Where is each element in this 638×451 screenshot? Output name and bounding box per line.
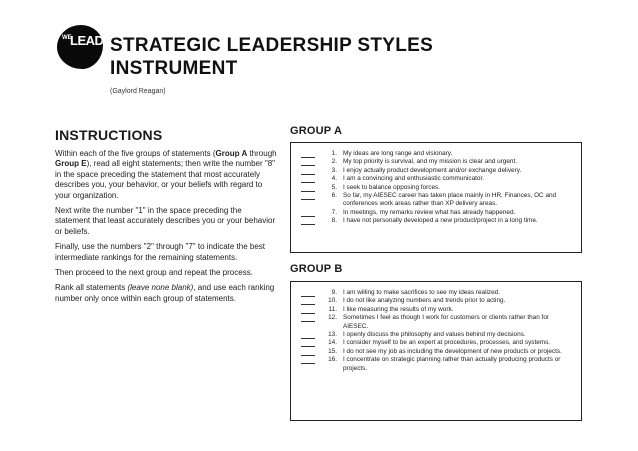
statement-item [301, 331, 573, 339]
statement-number: 5. [331, 183, 337, 191]
ranking-blank[interactable] [301, 184, 315, 192]
statement-item [301, 150, 573, 158]
statement-text: Sometimes I feel as though I work for customers or clients rather than for AIESEC. [343, 314, 550, 330]
logo-text: LEAD [70, 33, 103, 48]
statement-text: My top priority is survival, and my mission is clear and urgent. [343, 158, 518, 166]
logo-prefix: WE [62, 35, 72, 41]
statement-item [301, 209, 573, 217]
page-title [110, 34, 433, 80]
statement-number: 13. [328, 331, 337, 339]
statement-text: I do not see my job as including the development of new products or projects. [343, 347, 562, 355]
statement-number: 4. [331, 175, 337, 183]
statement-number: 2. [331, 158, 337, 166]
title-line-2: INSTRUMENT [110, 58, 238, 79]
statement-item [301, 184, 573, 192]
statement-text: I consider myself to be an expert at procedures, processes, and systems. [343, 339, 551, 347]
statement-text: I like measuring the results of my work. [343, 305, 454, 313]
instructions-paragraph-1: Within each of the five groups of statements (Group A through Group E), read all eight statements; then write the number "8" in the space preceding the statement that most accurately describes you, your behavior, or your beliefs with regard to your organization. [55, 149, 277, 200]
group-a-box [290, 142, 582, 253]
title-line-1: STRATEGIC LEADERSHIP STYLES [110, 35, 434, 56]
group-a-list [291, 143, 581, 226]
statement-number: 16. [328, 356, 337, 364]
ranking-blank[interactable] [301, 209, 315, 217]
instructions-heading: INSTRUCTIONS [55, 127, 163, 143]
statement-item [301, 167, 573, 175]
statement-number: 15. [328, 347, 337, 355]
ranking-blank[interactable] [301, 339, 315, 347]
statement-number: 7. [331, 208, 337, 216]
group-a-heading: GROUP A [290, 125, 343, 137]
instructions-paragraph-3: Finally, use the numbers "2" through "7" to indicate the best intermediate rankings for the remaining statements. [55, 242, 265, 262]
statement-item [301, 217, 573, 225]
group-b-box [290, 281, 582, 421]
instructions-paragraph-5: Rank all statements (leave none blank), and use each ranking number only once within each group of statements. [55, 283, 275, 303]
statement-text: So far, my AIESEC career has taken place mainly in HR, Finances, OC and conferences work areas rather than XP delivery areas. [343, 192, 557, 208]
statement-item [301, 314, 573, 331]
ranking-blank[interactable] [301, 306, 315, 314]
statement-item [301, 356, 573, 373]
author-credit: (Gaylord Reagan) [110, 88, 166, 95]
statement-text: I concentrate on strategic planning rather than actually producing products or projects. [343, 356, 561, 372]
statement-number: 14. [328, 339, 337, 347]
instructions-body [55, 149, 277, 309]
ranking-blank[interactable] [301, 289, 315, 297]
ranking-blank[interactable] [301, 167, 315, 175]
statement-number: 8. [331, 217, 337, 225]
ranking-blank[interactable] [301, 297, 315, 305]
instructions-paragraph-4: Then proceed to the next group and repeat the process. [55, 268, 253, 278]
statement-item [301, 297, 573, 305]
instructions-paragraph-2: Next write the number "1" in the space preceding the statement that least accurately describes you or your behavior or beliefs. [55, 206, 276, 236]
statement-text: My ideas are long range and visionary. [343, 150, 453, 157]
statement-item [301, 289, 573, 297]
statement-text: I have not personally developed a new product/project in a long time. [343, 217, 538, 225]
ranking-blank[interactable] [301, 314, 315, 322]
statement-text: I am a convincing and enthusiastic communicator. [343, 175, 485, 183]
statement-item [301, 306, 573, 314]
statement-item [301, 192, 573, 209]
statement-item [301, 175, 573, 183]
ranking-blank[interactable] [301, 192, 315, 200]
ranking-blank[interactable] [301, 348, 315, 356]
ranking-blank[interactable] [301, 217, 315, 225]
statement-item [301, 339, 573, 347]
we-lead-logo [57, 25, 103, 69]
statement-text: In meetings, my remarks review what has already happened. [343, 208, 516, 216]
statement-item [301, 158, 573, 166]
statement-number: 1. [331, 150, 337, 157]
ranking-blank[interactable] [301, 331, 315, 339]
ranking-blank[interactable] [301, 175, 315, 183]
statement-number: 12. [328, 314, 337, 322]
statement-text: I do not like analyzing numbers and trends prior to acting. [343, 297, 506, 305]
ranking-blank[interactable] [301, 158, 315, 166]
statement-number: 10. [328, 297, 337, 305]
group-b-list [291, 282, 581, 373]
statement-text: I enjoy actually product development and/or exchange delivery. [343, 166, 522, 174]
ranking-blank[interactable] [301, 150, 315, 158]
statement-number: 6. [331, 192, 337, 200]
statement-number: 11. [328, 305, 337, 313]
statement-text: I am willing to make sacrifices to see my ideas realized. [343, 289, 500, 296]
statement-item [301, 348, 573, 356]
statement-number: 9. [331, 289, 337, 296]
statement-text: I seek to balance opposing forces. [343, 183, 440, 191]
statement-text: I openly discuss the philosophy and values behind my decisions. [343, 331, 526, 339]
ranking-blank[interactable] [301, 356, 315, 364]
statement-number: 3. [331, 166, 337, 174]
group-b-heading: GROUP B [290, 263, 343, 275]
